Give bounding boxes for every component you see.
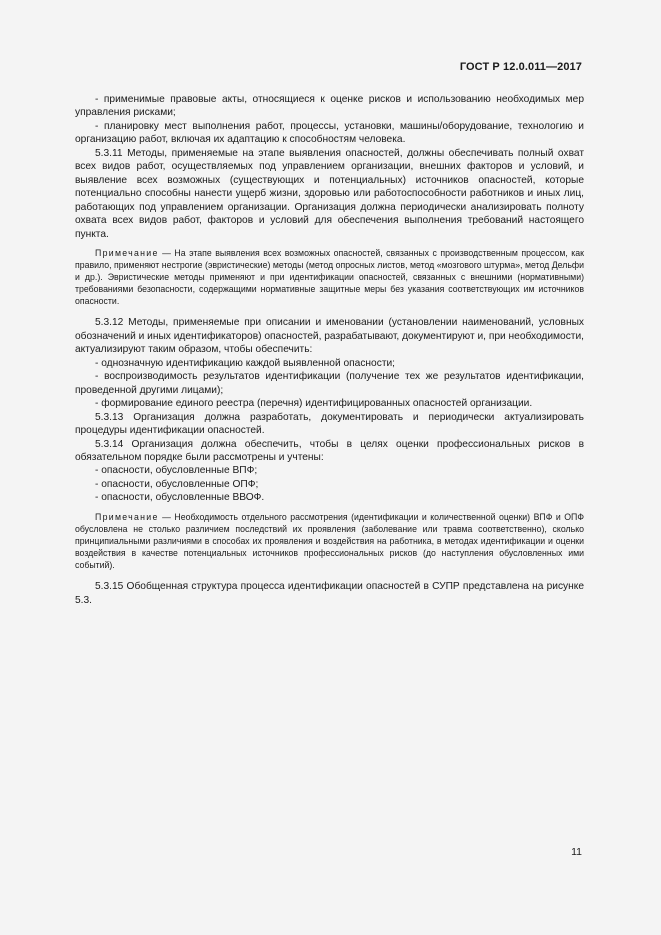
list-item: - опасности, обусловленные ОПФ;: [95, 478, 259, 490]
list-item: - опасности, обусловленные ВПФ;: [95, 465, 258, 477]
list-item: - применимые правовые акты, относящиеся к оценке рисков и использованию необходимых мер управления рисками;: [75, 94, 584, 119]
clause-5-3-11: 5.3.11 Методы, применяемые на этапе выявления опасностей, должны обеспечивать полный охват всех видов работ, осуществляемых под управлением организации, внешних факторов и условий, и выявление всех возможных (существующих и потенциальных) источников опасностей, которые потенциально способны нанести ущерб жизни, здоровью или работоспособности работников и иных лиц, работающих под управлением организации. Организация должна периодически анализировать полноту охвата всех видов работ, факторов и условий для обеспечения выполнения требований настоящего пункта.: [75, 147, 584, 240]
list-item: - формирование единого реестра (перечня) идентифицированных опасностей организации.: [95, 398, 533, 410]
list-item: - планировку мест выполнения работ, процессы, установки, машины/оборудование, технологию и организацию работ, включая их адаптацию к способностям человека.: [75, 120, 584, 146]
list-item: - воспроизводимость результатов идентификации (получение тех же результатов идентификации, проведенной другими лицами);: [75, 371, 584, 396]
list-item: - однозначную идентификацию каждой выявленной опасности;: [95, 357, 396, 369]
clause-5-3-15: 5.3.15 Обобщенная структура процесса идентификации опасностей в СУПР представлена на рисунке 5.3.: [75, 581, 584, 606]
page-number: 11: [571, 846, 582, 858]
document-body: [75, 93, 584, 607]
list-item: - опасности, обусловленные ВВОФ.: [95, 492, 265, 504]
note-text: — На этапе выявления всех возможных опасностей, связанных с производственным процессом, как правило, применяют нестрогие (эвристические) методы (метод опросных листов, метод «мозгового штурма», метод Дельфи и др.). Эвристические методы применяют и при идентификации опасностей, связанных с внешними (нормативными) требованиями безопасности, содержащими нормативные защитные меры без указания соответствующих им источников опасности.: [75, 247, 584, 307]
note-heuristic-methods: [75, 247, 584, 307]
note-text: — Необходимость отдельного рассмотрения (идентификации и количественной оценки) ВПФ и ОПФ обусловлена не столько различием последствий их проявления (заболевание или травма соответственно), сколько принципиальными различиями в способах их проявления и воздействия на работника, в методах идентификации и оценки воздействия в качестве потенциальных источников профессиональных рисков (до наступления обусловленных ими событий).: [75, 511, 584, 571]
clause-5-3-13: 5.3.13 Организация должна разработать, документировать и периодически актуализировать процедуры идентификации опасностей.: [75, 411, 584, 437]
note-label: Примечание: [95, 511, 159, 522]
note-label: Примечание: [95, 247, 159, 258]
clause-5-3-12: 5.3.12 Методы, применяемые при описании и именовании (установлении наименований, условных обозначений и иных идентификаторов) опасностей, разрабатывают, документируют и, при необходимости, актуализируют таким образом, чтобы обеспечить:: [75, 317, 584, 356]
note-vpf-opf: [75, 511, 584, 571]
standard-code-header: ГОСТ Р 12.0.011—2017: [459, 61, 582, 73]
clause-5-3-14: 5.3.14 Организация должна обеспечить, чтобы в целях оценки профессиональных рисков в обязательном порядке были рассмотрены и учтены:: [75, 438, 584, 463]
